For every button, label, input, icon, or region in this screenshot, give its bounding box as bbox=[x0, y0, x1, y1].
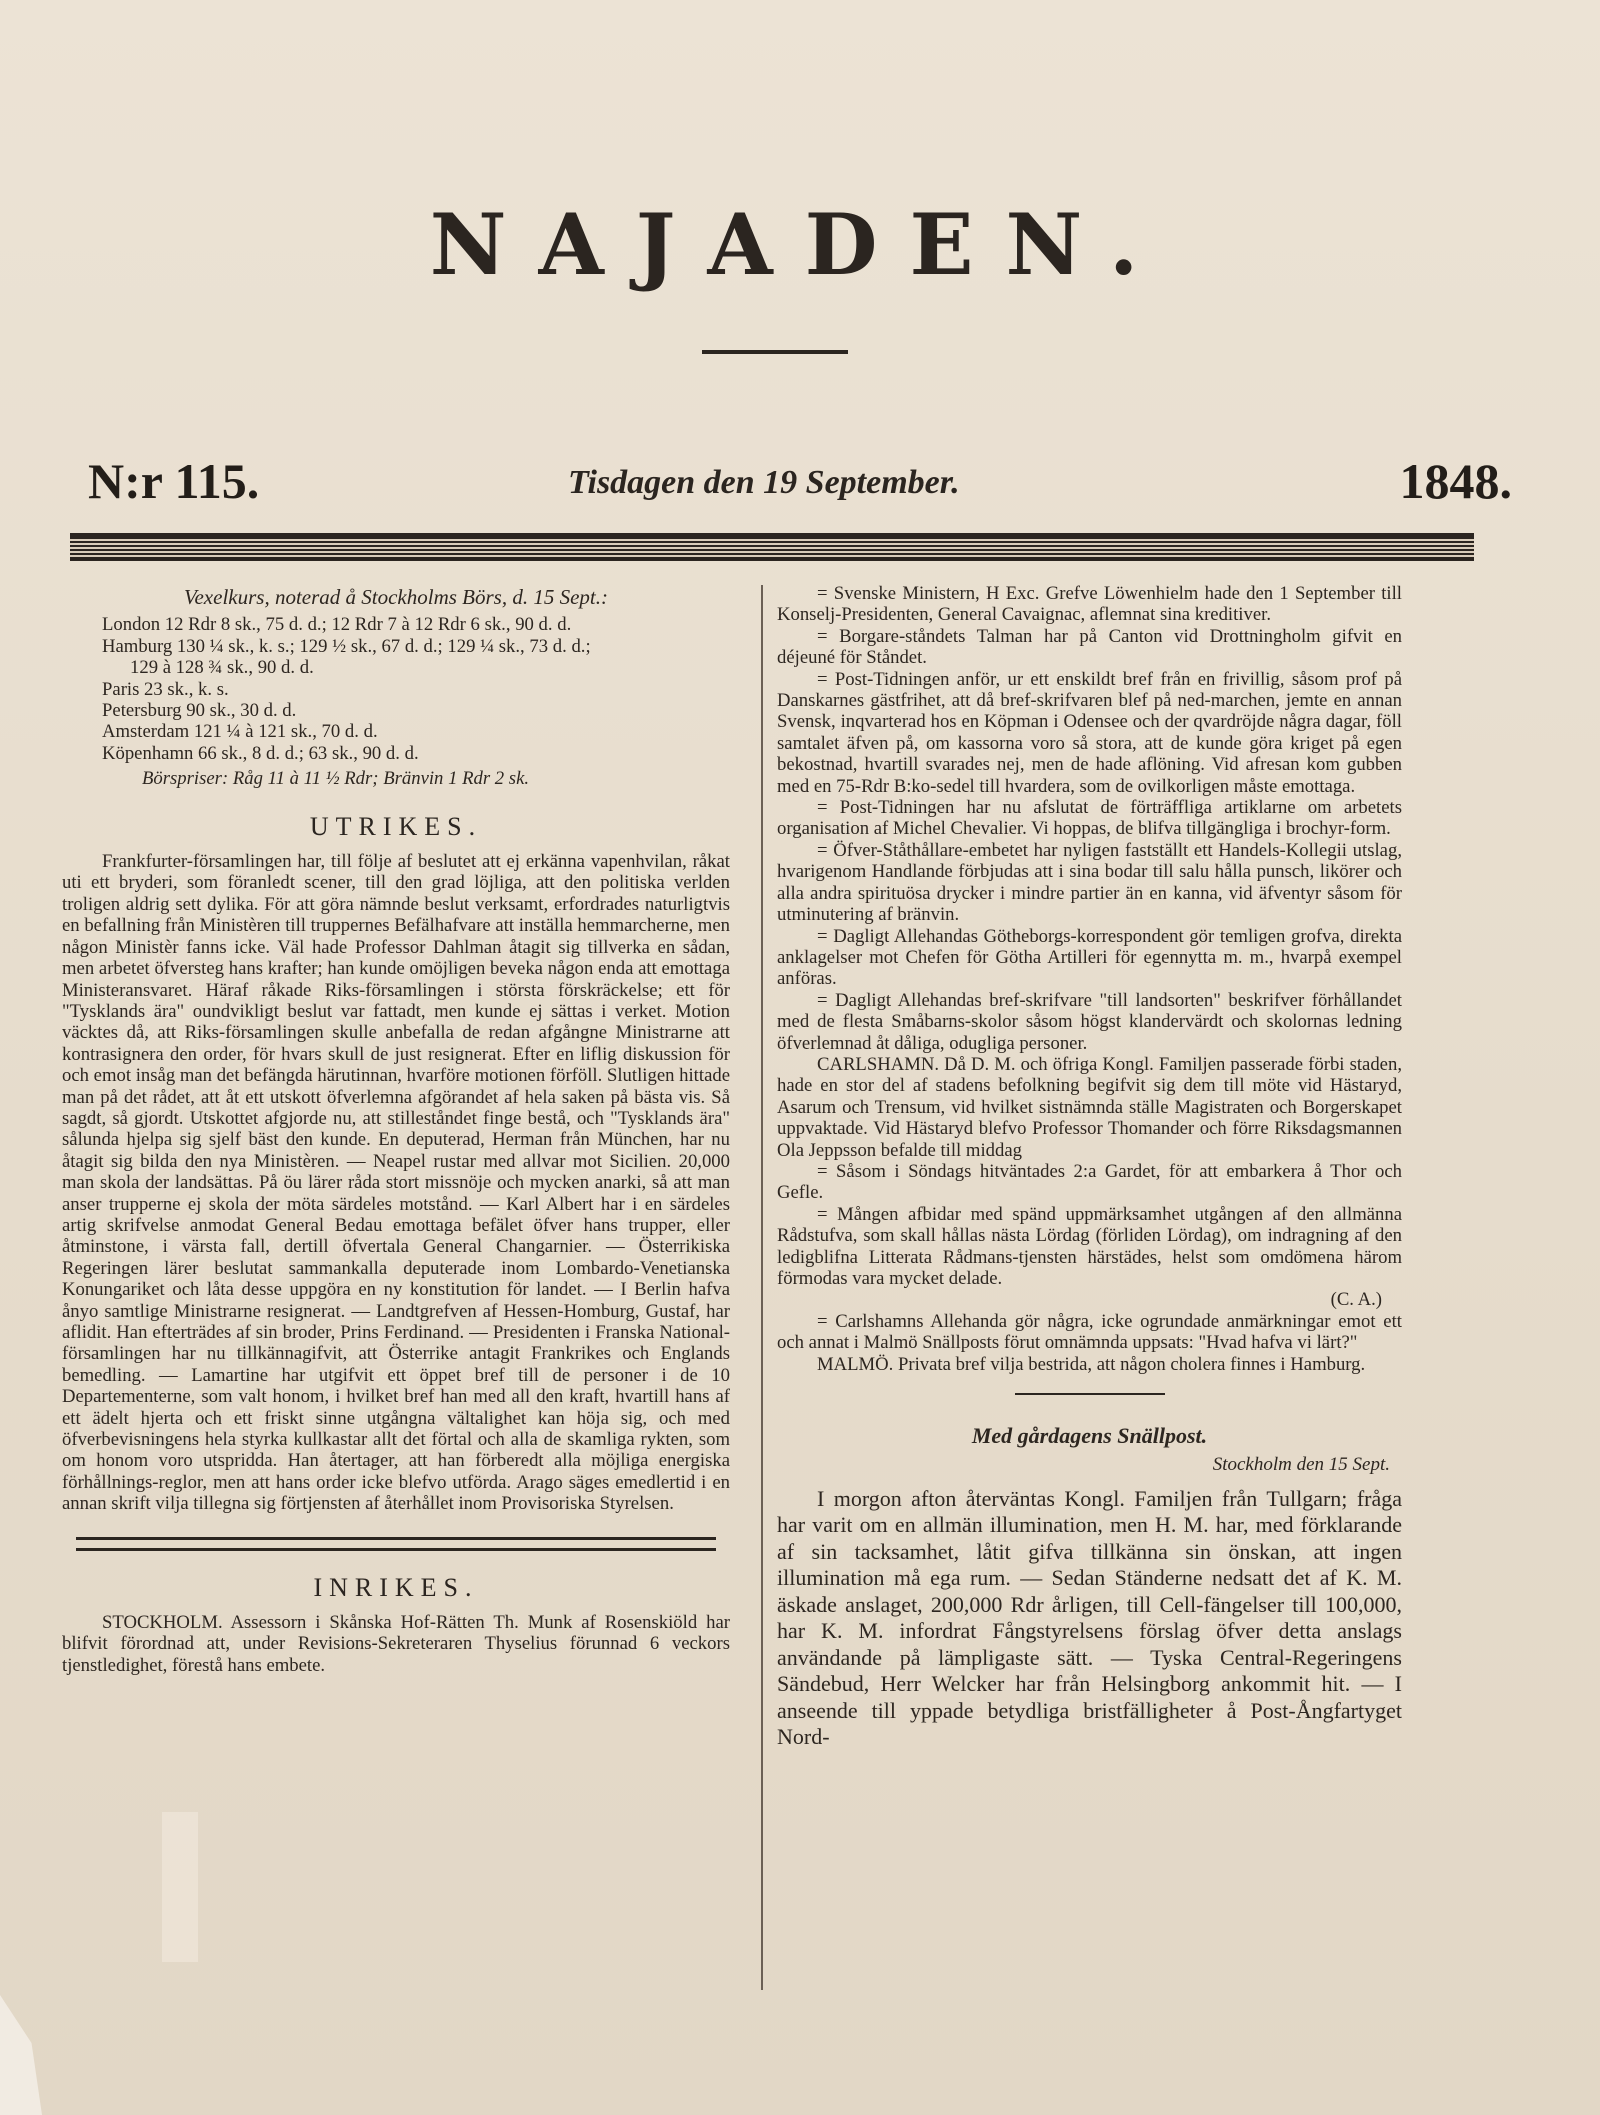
issue-line bbox=[88, 452, 1512, 512]
news-item: = Såsom i Söndags hitväntades 2:a Gardet, för att embarkera å Thor och Gefle. bbox=[777, 1160, 1402, 1204]
snallpost-dateline: Stockholm den 15 Sept. bbox=[1212, 1454, 1390, 1476]
bors-prices: Börspriser: Råg 11 à 11 ½ Rdr; Bränvin 1 Rdr 2 sk. bbox=[142, 768, 530, 790]
news-item: CARLSHAMN. Då D. M. och öfriga Kongl. Familjen passerade förbi staden, hade en stor del af stadens befolkning begifvit sig dem till möte vid Hästaryd, Asarum och Trensum, vid hvilket sistnämnda ställe Magistraten och Borgerskapet uppvaktade. Vid Hästaryd blefvo Professor Thomander och förre Riksdagsmannen Ola Jeppsson befalde till middag bbox=[777, 1053, 1402, 1161]
utrikes-article: Frankfurter-församlingen har, till följe af beslutet att ej erkänna vapenhvilan, råkat uti ett bryderi, som föranledt scener, till den grad löjliga, att den politiska verlden troligen aldrig sett dylika. För att göra nämnde beslut verksamt, erfordrades naturligtvis en befallning från Ministèren till truppernes Befälhafvare att inställa hemmarcherne, men någon Ministèr fanns icke. Väl hade Professor Dahlman åtagit sig tillverka en sådan, men arbetet öfversteg hans krafter; han kunde omöjligen beveka någon enda att emottaga Ministeransvaret. Häraf råkade Riks-församlingen i största förskräckelse; ett för "Tysklands ära" oundvikligt beslut var fattadt, men kunde ej sättas i verket. Motion väcktes då, att Riks-församlingen skulle anbefalla de redan afgångne Ministrarne att kontrasignera den order, för hvars skull de just resignerat. Efter en liflig diskussion för och emot insåg man det befängda härutinnan, hvarföre motionen förföll. Slutligen hittade man på det rådet, att åt ett utskott öfverlemna afgörandet af hela saken på bästa vis. Så sagdt, så gjordt. Utskottet afgjorde nu, att stilleståndet finge bestå, och "Tysklands ära" sålunda hjelpa sig sjelf bäst den kunde. En deputerad, Herman från München, har nu åtagit sig bilda den nya Ministèren. — Neapel rustar med allvar mot Sicilien. 20,000 man skola der landsättas. På öu lärer råda stort missnöje och mycken anarki, så att man anser trupperne ej skola der möta särdeles motstånd. — Karl Albert har i en särdeles artig skrifvelse anmodat General Bedau emottaga befälet öfver hans trupper, eller åtminstone, i värsta fall, dertill öfvertala General Changarnier. — Österrikiska Regeringen lärer beslutat sammankalla deputerade inom Lombardo-Venetianska Konungariket och låta desse uppgöra en ny konstitution för landet. — I Berlin hafva ånyo samtlige Ministrarne resignerat. — Landtgrefven af Hessen-Homburg, Gustaf, har aflidit. Han efterträdes af sin broder, Prins Ferdinand. — Presidenten i Franska National-församlingen har nu tillkännagifvit, att Österrike antagit Frankrikes och Englands bemedling. — Lamartine har utgifvit ett öppet bref till de personer i de 10 Departementerne, som valt honom, i hvilket bref han med all den kraft, hvartill hans af ett ädelt hjerta och ett friskt sinne utgångna vältalighet kan höja sig, och med öfverbevisningens hela styrka kullkastar allt det förtal och alla de skamliga rykten, som om honom voro utspridda. Han återtager, att han förberedt alla möjliga energiska förhållnings-reglor, men att hans order icke blefvo utförda. Arago säges emedlertid i en annan skrift vilja tillegna sig förtjensten af återhållet inom Provisoriska Styrelsen. bbox=[62, 851, 730, 1515]
snallpost-text: I morgon afton återväntas Kongl. Familjen från Tullgarn; fråga har varit om en allmän illumination, men H. M. har, med förklarande af sin tacksamhet, låtit gifva tillkänna sin önskan, att ingen illumination må ega rum. — Sedan Ständerne nedsatt det af K. M. äskade anslaget, 200,000 Rdr årligen, till Cell-fängelser till 100,000, har K. M. infordrat Fångstyrelsens förslag öfver detta anslags användande på lämpligaste sätt. — Tyska Central-Regeringens Sändebud, Herr Welcker har från Helsingborg ankommit hit. — I anseende till yppade betydliga bristfälligheter å Post-Ångfartyget Nord- bbox=[777, 1485, 1402, 1750]
news-item: = Dagligt Allehandas bref-skrifvare "till landsorten" beskrifver förhållandet med de flesta Småbarns-skolor såsom högst klandervärdt och skolornas ledning öfverlemnad åt dåliga, odugliga personer. bbox=[777, 989, 1402, 1054]
exchange-line: Paris 23 sk., k. s. bbox=[102, 678, 229, 700]
masthead-title: NAJADEN. bbox=[429, 195, 1171, 294]
news-item: = Post-Tidningen anför, ur ett enskildt bref från en frivillig, såsom prof på Danskarnes gästfrihet, att då bref-skrifvaren blef på ned-marchen, jemte en annan Svensk, inqvarterad hos en Köpman i Odensee och der qvardröjde några dagar, föll samtalet äfven på, om kassorna voro så stora, att de kunde göra kriget på egen bekostnad, hvartill svarades nej, men de hade aflöning. Vid afresan kom gubben med en 75-Rdr B:ko-sedel till hvardera, som de ovilkorligen måste emottaga. bbox=[777, 668, 1402, 797]
news-item: = Öfver-Ståthållare-embetet har nyligen fastställt ett Handels-Kollegii utslag, hvarigenom Handlande förbjudas att i sina bodar till salu hålla punsch, likörer och alla andra spirituösa drycker i mindre partier än en kanna, vid äfventyr såsom för utminutering af bränvin. bbox=[777, 839, 1402, 926]
issue-date: Tisdagen den 19 September. bbox=[568, 464, 960, 501]
snallpost-article bbox=[777, 1486, 1402, 1751]
header-rule bbox=[70, 533, 1474, 561]
exchange-line: Amsterdam 121 ¼ à 121 sk., 70 d. d. bbox=[102, 721, 378, 743]
issue-year: 1848. bbox=[1399, 453, 1512, 509]
news-item: = Post-Tidningen har nu afslutat de förträffliga artiklarne om arbetets organisation af Michel Chevalier. Vi hoppas, de blifva tillgängliga i brochyr-form. bbox=[777, 797, 1402, 840]
signature: (C. A.) bbox=[1330, 1289, 1382, 1311]
inrikes-article: STOCKHOLM. Assessorn i Skånska Hof-Rätten Th. Munk af Rosenskiöld har blifvit förordnad att, under Revisions-Sekreteraren Thyselius förunnad 6 veckors tjenstledighet, förestå hans embete. bbox=[62, 1612, 730, 1676]
news-item: MALMÖ. Privata bref vilja bestrida, att någon cholera finnes i Hamburg. bbox=[817, 1353, 1366, 1375]
inrikes-heading: INRIKES. bbox=[313, 1572, 479, 1602]
news-item: = Svenske Ministern, H Exc. Grefve Löwenhielm hade den 1 September till Konselj-Presidenten, General Cavaignac, aflemnat sina kreditiver. bbox=[777, 583, 1402, 626]
news-item: = Borgare-ståndets Talman har på Canton vid Drottningholm gifvit en déjeuné för Ståndet. bbox=[777, 625, 1402, 669]
exchange-title: Vexelkurs, noterad å Stockholms Börs, d. 15 Sept.: bbox=[183, 585, 608, 609]
news-item: = Dagligt Allehandas Götheborgs-korrespondent gör temligen grofva, direkta anklagelser mot Chefen för Götha Artilleri för egennytta m. m., hvarpå exempel anföras. bbox=[777, 925, 1402, 990]
news-item: = Carlshamns Allehanda gör några, icke ogrundade anmärkningar emot ett och annat i Malmö Snällposts förut omnämnda uppsats: "Hvad hafva vi lärt?" bbox=[777, 1310, 1402, 1354]
right-column bbox=[777, 583, 1402, 1751]
utrikes-heading: UTRIKES. bbox=[309, 811, 483, 841]
title-rule bbox=[702, 350, 848, 354]
column-divider bbox=[761, 585, 763, 1990]
exchange-line: London 12 Rdr 8 sk., 75 d. d.; 12 Rdr 7 à 12 Rdr 6 sk., 90 d. d. bbox=[102, 614, 572, 636]
issue-number: N:r 115. bbox=[88, 453, 260, 509]
paper-stain bbox=[162, 1812, 198, 1962]
exchange-line: Petersburg 90 sk., 30 d. d. bbox=[102, 700, 297, 722]
section-rule bbox=[76, 1537, 716, 1551]
exchange-line: 129 à 128 ¾ sk., 90 d. d. bbox=[130, 657, 314, 679]
short-rule bbox=[1015, 1393, 1165, 1395]
torn-corner bbox=[0, 1995, 70, 2115]
snallpost-heading: Med gårdagens Snällpost. bbox=[971, 1423, 1208, 1449]
left-column bbox=[62, 583, 730, 1676]
news-item: = Mången afbidar med spänd uppmärksamhet utgången af den allmänna Rådstufva, som skall hållas nästa Lördag (förliden Lördag), om indragning af den ledigblifna Litterata Rådmans-tjensten härstädes, helst som omdömena härom förmodas vara mycket delade. bbox=[777, 1203, 1402, 1289]
exchange-line: Köpenhamn 66 sk., 8 d. d.; 63 sk., 90 d. d. bbox=[102, 742, 419, 764]
exchange-line: Hamburg 130 ¼ sk., k. s.; 129 ½ sk., 67 d. d.; 129 ¼ sk., 73 d. d.; bbox=[102, 635, 591, 657]
